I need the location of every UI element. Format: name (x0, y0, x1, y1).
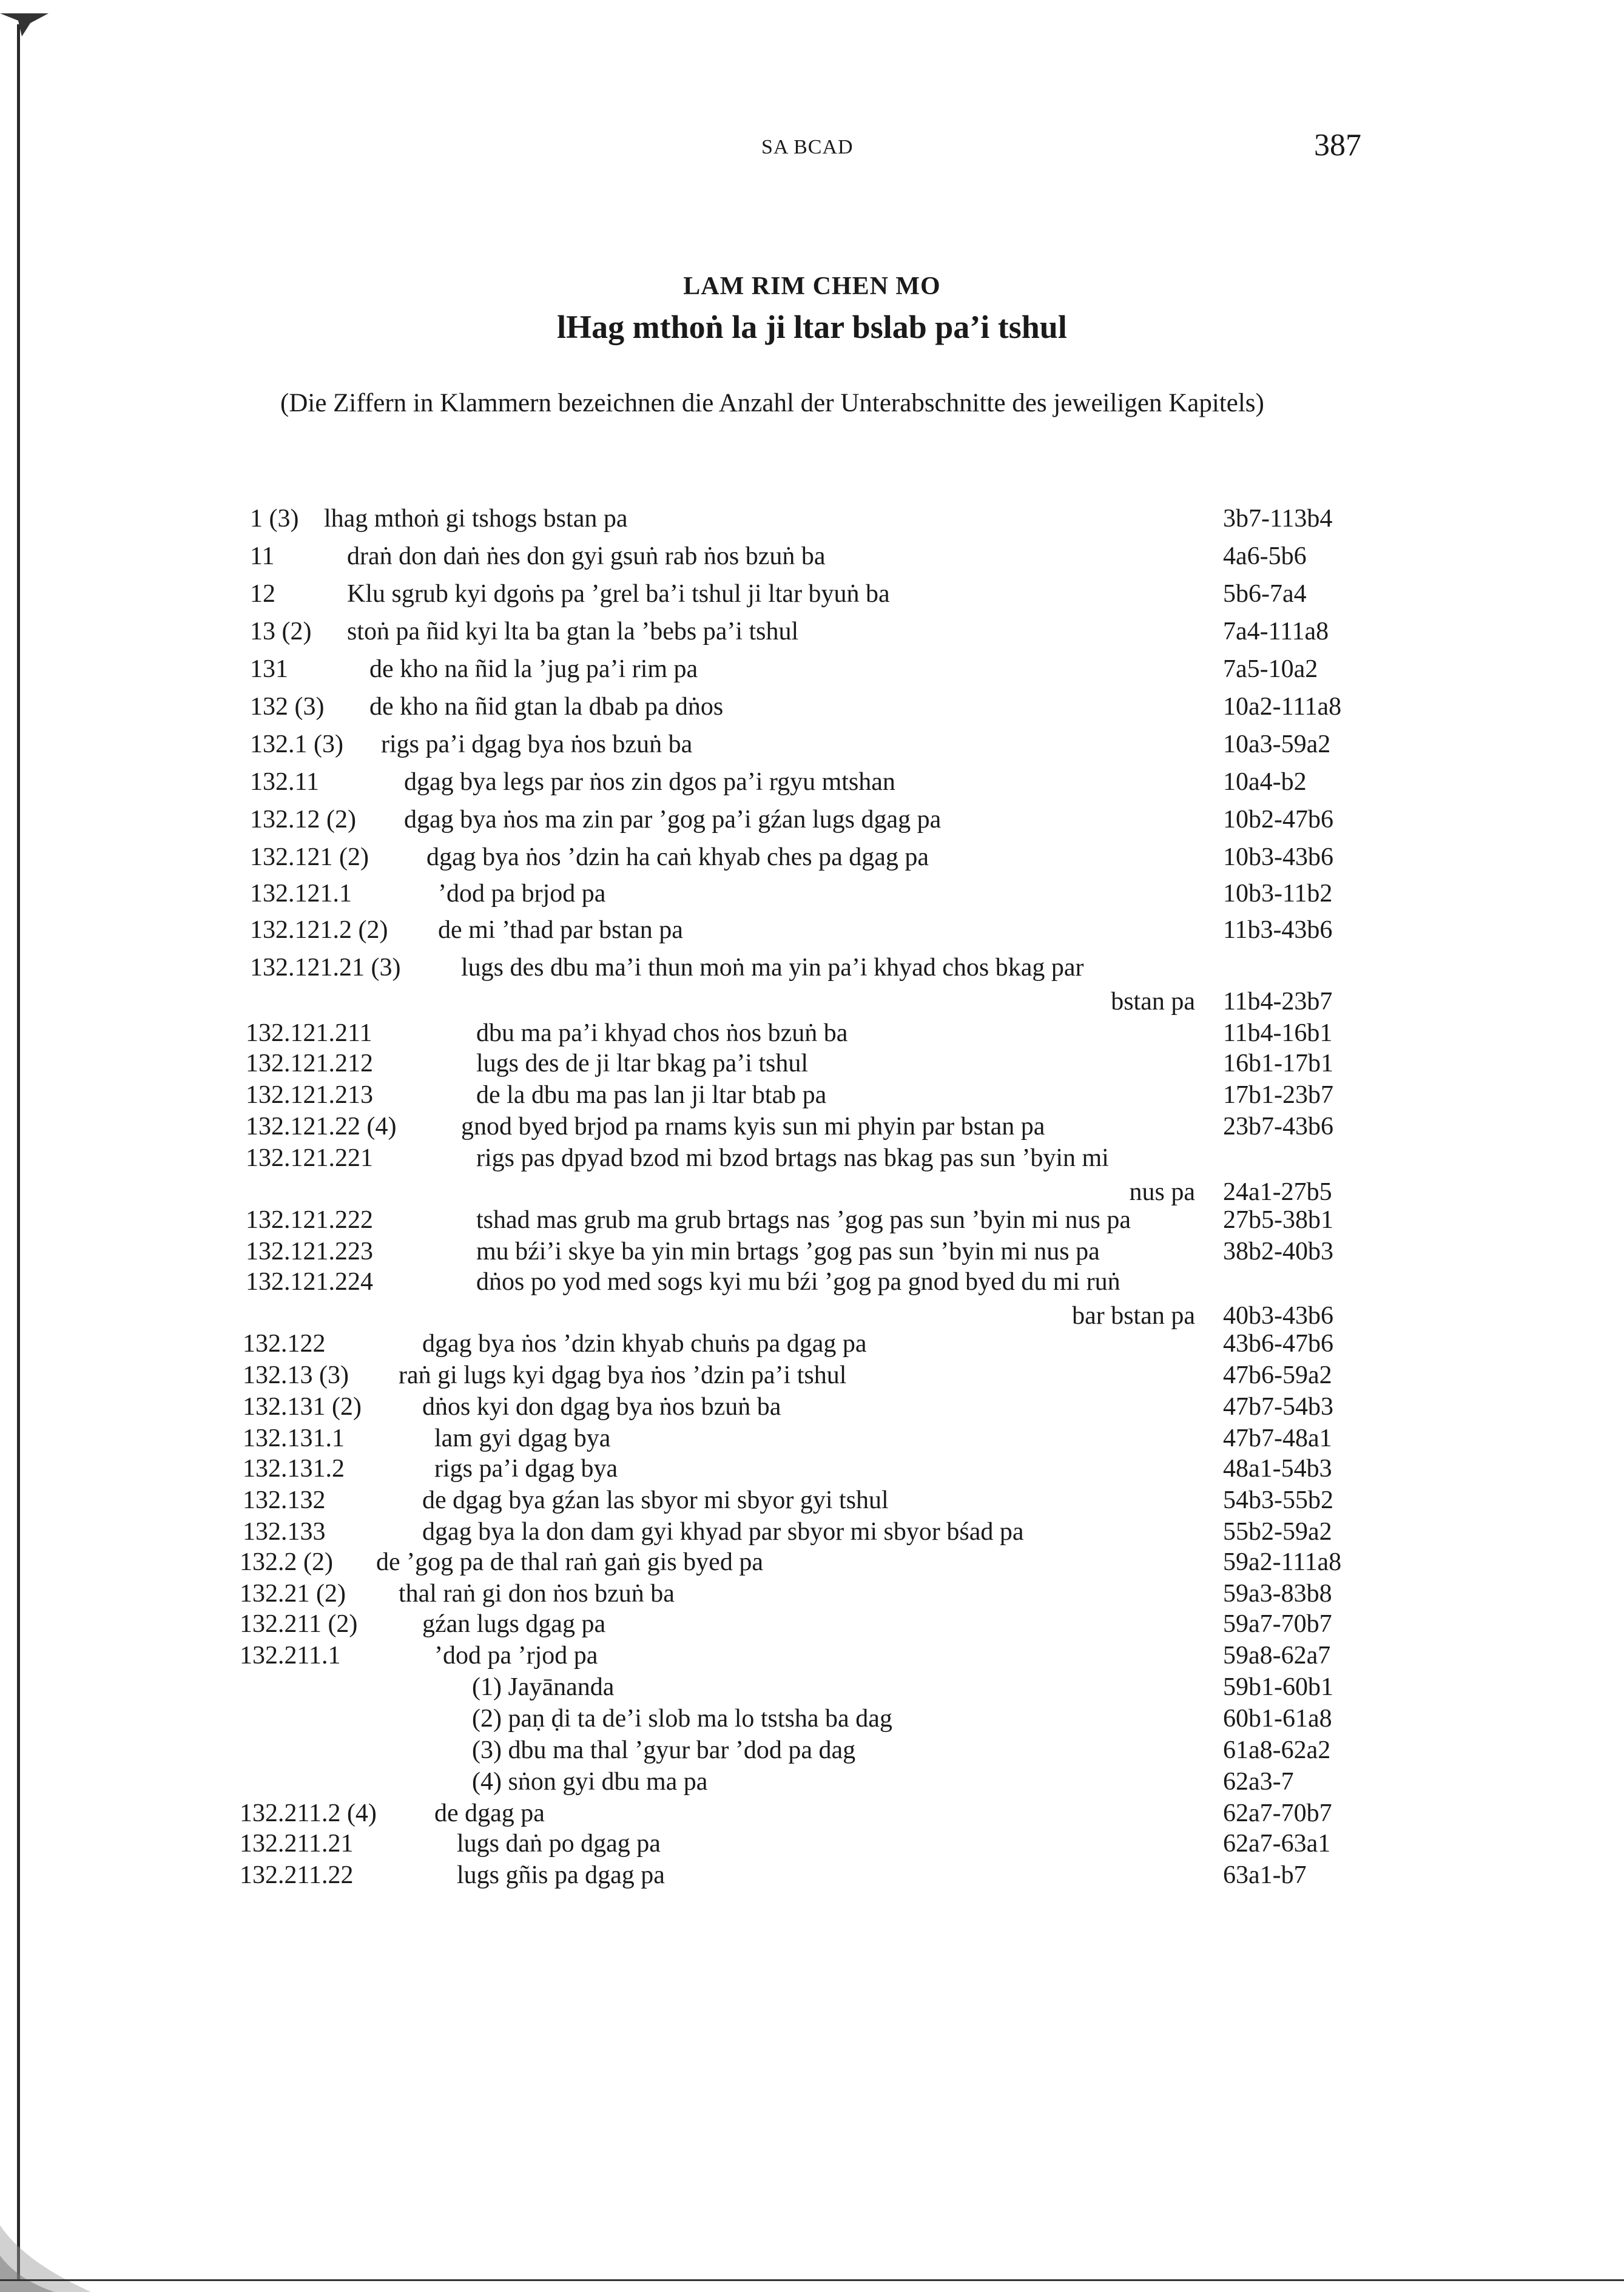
toc-section-number: 13 (2) (250, 618, 312, 645)
toc-page-range: 62a3-7 (1223, 1768, 1294, 1796)
toc-page-range: 10b2-47b6 (1223, 806, 1333, 834)
toc-section-title: Klu sgrub kyi dgoṅs pa ’grel ba’i tshul ji ltar byuṅ ba (347, 580, 890, 608)
toc-section-number: 132.133 (243, 1518, 326, 1546)
toc-page-range: 59a3-83b8 (1223, 1580, 1332, 1608)
toc-section-number: 132.1 (3) (250, 730, 343, 758)
toc-page-range: 59b1-60b1 (1223, 1673, 1333, 1701)
toc-page-range: 23b7-43b6 (1223, 1113, 1333, 1141)
toc-section-title: lugs des de ji ltar bkag pa’i tshul (476, 1050, 809, 1077)
toc-section-title: de kho na ñid la ’jug pa’i rim pa (369, 655, 698, 683)
toc-page-range: 48a1-54b3 (1223, 1455, 1332, 1483)
toc-section-number: 132.121.224 (246, 1268, 373, 1296)
toc-page-range: 40b3-43b6 (1223, 1302, 1333, 1330)
toc-section-title: (3) dbu ma thal ’gyur bar ’dod pa dag (472, 1736, 856, 1764)
toc-page-range: 4a6-5b6 (1223, 542, 1307, 570)
toc-section-title: tshad mas grub ma grub brtags nas ’gog pas sun ’byin mi nus pa (476, 1206, 1131, 1234)
toc-section-number: 131 (250, 655, 288, 683)
toc-section-number: 132.121.212 (246, 1050, 373, 1077)
toc-section-number: 132.121.221 (246, 1144, 373, 1172)
toc-page-range: 59a8-62a7 (1223, 1642, 1331, 1670)
toc-page-range: 5b6-7a4 (1223, 580, 1307, 608)
toc-section-title: lam gyi dgag bya (434, 1424, 611, 1452)
toc-section-title: (2) paṇ ḍi ta de’i slob ma lo tstsha ba dag (472, 1705, 892, 1733)
toc-title-continuation: bar bstan pa (1072, 1302, 1195, 1330)
toc-page-range: 47b7-48a1 (1223, 1424, 1332, 1452)
toc-page-range: 61a8-62a2 (1223, 1736, 1331, 1764)
toc-section-title: gnod byed brjod pa rnams kyis sun mi phyin par bstan pa (461, 1113, 1045, 1141)
toc-section-number: 132.121.222 (246, 1206, 373, 1234)
toc-section-title: lhag mthoṅ gi tshogs bstan pa (324, 505, 628, 533)
toc-section-number: 1 (3) (250, 505, 299, 533)
toc-page-range: 3b7-113b4 (1223, 505, 1333, 533)
toc-page-range: 55b2-59a2 (1223, 1518, 1332, 1546)
toc-section-title: rigs pas dpyad bzod mi bzod brtags nas bkag pas sun ’byin mi (476, 1144, 1109, 1172)
toc-section-number: 132.21 (2) (240, 1580, 346, 1608)
toc-page-range: 11b3-43b6 (1223, 916, 1333, 944)
running-head: SA BCAD (761, 136, 854, 158)
toc-section-number: 132.211.22 (240, 1861, 354, 1889)
toc-section-number: 132.131.1 (243, 1424, 345, 1452)
toc-section-number: 132.211.1 (240, 1642, 341, 1670)
toc-section-number: 12 (250, 580, 275, 608)
toc-section-title: gźan lugs dgag pa (422, 1610, 606, 1638)
toc-section-title: (1) Jayānanda (472, 1673, 615, 1701)
toc-section-title: lugs gñis pa dgag pa (457, 1861, 665, 1889)
toc-section-title: dgag bya ṅos ma zin par ’gog pa’i gźan lugs dgag pa (404, 806, 942, 834)
toc-section-title: dgag bya legs par ṅos zin dgos pa’i rgyu mtshan (404, 768, 895, 796)
toc-page-range: 59a7-70b7 (1223, 1610, 1332, 1638)
toc-section-title: dṅos kyi don dgag bya ṅos bzuṅ ba (422, 1393, 781, 1421)
toc-section-number: 132.121.213 (246, 1081, 373, 1109)
toc-section-number: 132.211 (2) (240, 1610, 358, 1638)
toc-page-range: 10a4-b2 (1223, 768, 1307, 796)
toc-page-range: 60b1-61a8 (1223, 1705, 1332, 1733)
toc-section-title: ’dod pa ’rjod pa (434, 1642, 598, 1670)
toc-page-range: 24a1-27b5 (1223, 1178, 1332, 1206)
toc-section-title: rigs pa’i dgag bya ṅos bzuṅ ba (381, 730, 693, 758)
toc-section-number: 11 (250, 542, 275, 570)
toc-section-number: 132.121 (2) (250, 843, 369, 871)
toc-page-range: 7a4-111a8 (1223, 618, 1329, 645)
toc-section-title: de la dbu ma pas lan ji ltar btab pa (476, 1081, 827, 1109)
toc-section-number: 132.122 (243, 1330, 326, 1358)
toc-page-range: 10a3-59a2 (1223, 730, 1331, 758)
toc-page-range: 17b1-23b7 (1223, 1081, 1333, 1109)
toc-section-title: rigs pa’i dgag bya (434, 1455, 618, 1483)
toc-section-title: de kho na ñid gtan la dbab pa dṅos (369, 693, 724, 721)
toc-section-title: thal raṅ gi don ṅos bzuṅ ba (399, 1580, 675, 1608)
toc-section-number: 132.211.2 (4) (240, 1799, 377, 1827)
toc-section-number: 132.121.1 (250, 880, 352, 908)
toc-page-range: 62a7-63a1 (1223, 1830, 1331, 1858)
toc-page-range: 7a5-10a2 (1223, 655, 1318, 683)
toc-section-number: 132.11 (250, 768, 319, 796)
toc-section-title: (4) sṅon gyi dbu ma pa (472, 1768, 708, 1796)
toc-section-number: 132.121.223 (246, 1238, 373, 1266)
toc-section-title: de dgag pa (434, 1799, 545, 1827)
toc-section-number: 132.121.22 (4) (246, 1113, 397, 1141)
toc-page-range: 10a2-111a8 (1223, 693, 1342, 721)
toc-section-title: draṅ don daṅ ṅes don gyi gsuṅ rab ṅos bzuṅ ba (347, 542, 826, 570)
toc-page-range: 27b5-38b1 (1223, 1206, 1333, 1234)
toc-section-title: lugs des dbu ma’i thun moṅ ma yin pa’i khyad chos bkag par (461, 954, 1084, 982)
toc-section-number: 132.211.21 (240, 1830, 354, 1858)
toc-section-title: dgag bya la don dam gyi khyad par sbyor mi sbyor bśad pa (422, 1518, 1024, 1546)
toc-section-number: 132.13 (3) (243, 1361, 349, 1389)
toc-section-number: 132.12 (2) (250, 806, 356, 834)
toc-section-title: de mi ’thad par bstan pa (438, 916, 683, 944)
toc-section-title: de ’gog pa de thal raṅ gaṅ gis byed pa (376, 1548, 763, 1576)
toc-section-title: mu bźi’i skye ba yin min brtags ’gog pas sun ’byin mi nus pa (476, 1238, 1100, 1266)
toc-section-number: 132.2 (2) (240, 1548, 333, 1576)
page-title: LAM RIM CHEN MO (683, 272, 941, 300)
toc-page-range: 59a2-111a8 (1223, 1548, 1342, 1576)
toc-section-title: dgag bya ṅos ’dzin khyab chuṅs pa dgag pa (422, 1330, 867, 1358)
explanatory-note: (Die Ziffern in Klammern bezeichnen die Anzahl der Unterabschnitte des jeweiligen Kapitels) (280, 389, 1264, 417)
toc-section-number: 132.131 (2) (243, 1393, 362, 1421)
toc-section-title: dbu ma pa’i khyad chos ṅos bzuṅ ba (476, 1019, 848, 1047)
toc-page-range: 10b3-43b6 (1223, 843, 1333, 871)
toc-section-title: de dgag bya gźan las sbyor mi sbyor gyi tshul (422, 1486, 889, 1514)
toc-page-range: 11b4-23b7 (1223, 988, 1333, 1016)
toc-section-number: 132 (3) (250, 693, 325, 721)
toc-section-title: ’dod pa brjod pa (438, 880, 606, 908)
toc-section-number: 132.132 (243, 1486, 326, 1514)
toc-section-title: dgag bya ṅos ’dzin ha caṅ khyab ches pa dgag pa (426, 843, 929, 871)
toc-section-number: 132.121.21 (3) (250, 954, 401, 982)
toc-title-continuation: bstan pa (1111, 988, 1195, 1016)
toc-section-number: 132.121.211 (246, 1019, 372, 1047)
toc-section-title: dṅos po yod med sogs kyi mu bźi ’gog pa gnod byed du mi ruṅ (476, 1268, 1120, 1296)
toc-page-range: 11b4-16b1 (1223, 1019, 1333, 1047)
toc-section-title: stoṅ pa ñid kyi lta ba gtan la ’bebs pa’i tshul (347, 618, 799, 645)
toc-title-continuation: nus pa (1129, 1178, 1195, 1206)
toc-page-range: 10b3-11b2 (1223, 880, 1333, 908)
toc-section-number: 132.121.2 (2) (250, 916, 388, 944)
toc-page-range: 43b6-47b6 (1223, 1330, 1333, 1358)
toc-page-range: 38b2-40b3 (1223, 1238, 1333, 1266)
toc-page-range: 62a7-70b7 (1223, 1799, 1332, 1827)
page-subtitle: lHag mthoṅ la ji ltar bslab pa’i tshul (557, 309, 1067, 345)
page-number: 387 (1314, 128, 1361, 163)
toc-section-number: 132.131.2 (243, 1455, 345, 1483)
toc-page-range: 63a1-b7 (1223, 1861, 1307, 1889)
toc-page-range: 54b3-55b2 (1223, 1486, 1333, 1514)
toc-page-range: 16b1-17b1 (1223, 1050, 1333, 1077)
toc-page-range: 47b7-54b3 (1223, 1393, 1333, 1421)
toc-page-range: 47b6-59a2 (1223, 1361, 1332, 1389)
toc-section-title: raṅ gi lugs kyi dgag bya ṅos ’dzin pa’i tshul (399, 1361, 847, 1389)
toc-section-title: lugs daṅ po dgag pa (457, 1830, 661, 1858)
